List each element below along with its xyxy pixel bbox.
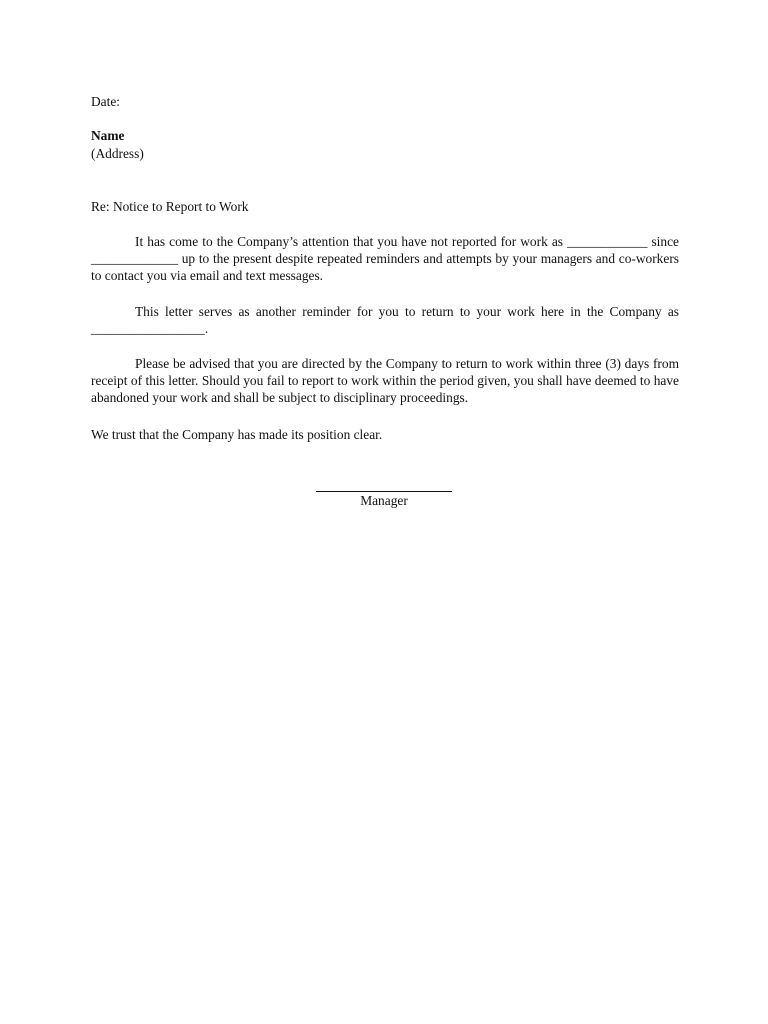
body-paragraph-1: It has come to the Company’s attention that you have not reported for work as ____________ since _____________ up to the present despite repeated reminders and attempts by your managers and co-workers to contact you via email and text messages.	[91, 234, 679, 284]
signature-block	[316, 478, 452, 510]
recipient-name: Name	[91, 128, 125, 143]
recipient-address: (Address)	[91, 146, 144, 161]
signature-line	[316, 478, 452, 492]
signatory-title: Manager	[360, 493, 408, 508]
body-paragraph-3: Please be advised that you are directed by the Company to return to work within three (3) days from receipt of this letter. Should you fail to report to work within the period given, you shall have deemed to have abandoned your work and shall be subject to disciplinary proceedings.	[91, 356, 679, 406]
date-label: Date:	[91, 94, 120, 109]
subject-line: Re: Notice to Report to Work	[91, 199, 249, 214]
closing-line: We trust that the Company has made its position clear.	[91, 427, 383, 442]
body-paragraph-2: This letter serves as another reminder for you to return to your work here in the Company as _________________.	[91, 304, 679, 337]
